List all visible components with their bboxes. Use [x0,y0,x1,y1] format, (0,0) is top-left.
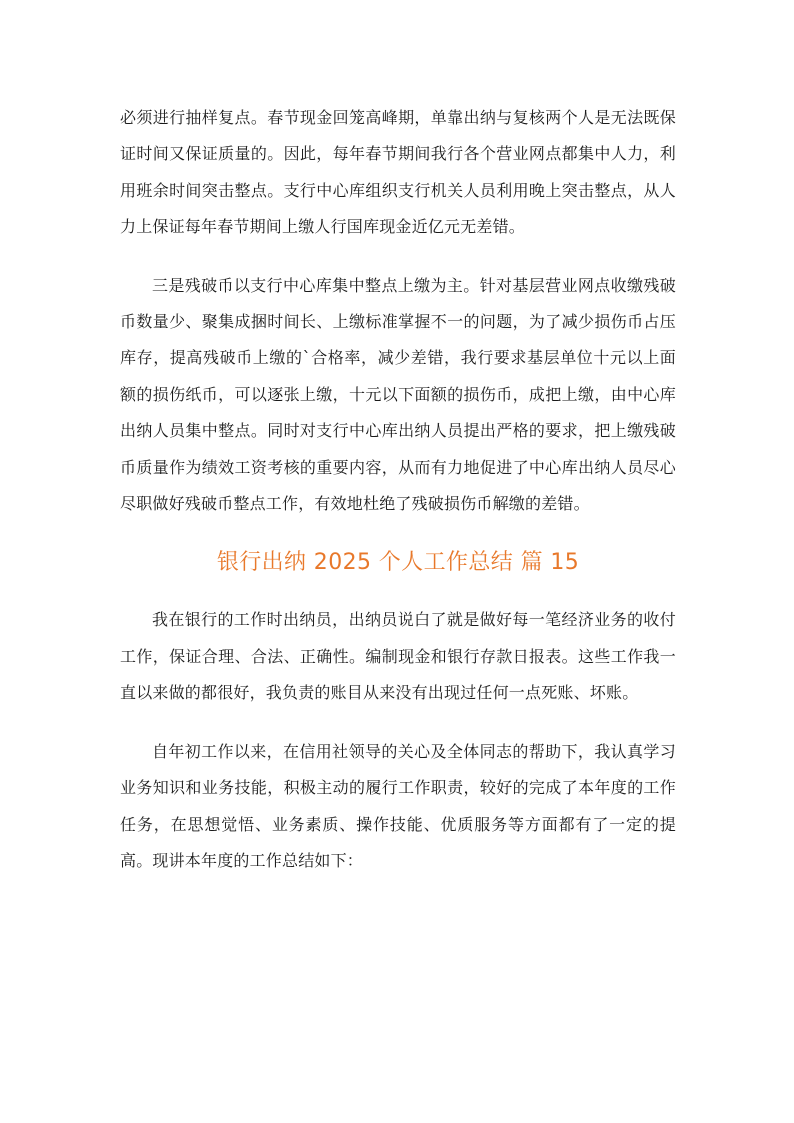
document-body [120,100,676,879]
paragraph-annual-summary: 自年初工作以来，在信用社领导的关心及全体同志的帮助下，我认真学习业务知识和业务技能，积极主动的履行工作职责，较好的完成了本年度的工作任务，在思想觉悟、业务素质、操作技能、优质服务等方面都有了一定的提高。现讲本年度的工作总结如下： [120,741,676,870]
section-heading: 银行出纳 2025 个人工作总结 篇 15 [216,550,580,576]
paragraph-damaged-currency: 三是残破币以支行中心库集中整点上缴为主。针对基层营业网点收缴残破币数量少、聚集成捆时间长、上缴标准掌握不一的问题，为了减少损伤币占压库存，提高残破币上缴的`合格率，减少差错，我行要求基层单位十元以上面额的损伤纸币，可以逐张上缴，十元以下面额的损伤币，成把上缴，由中心库出纳人员集中整点。同时对支行中心库出纳人员提出严格的要求，把上缴残破币质量作为绩效工资考核的重要内容，从而有力地促进了中心库出纳人员尽心尽职做好残破币整点工作，有效地杜绝了残破损伤币解缴的差错。 [120,275,676,514]
paragraph-continued: 必须进行抽样复点。春节现金回笼高峰期，单靠出纳与复核两个人是无法既保证时间又保证质量的。因此，每年春节期间我行各个营业网点都集中人力，利用班余时间突击整点。支行中心库组织支行机关人员利用晚上突击整点，从人力上保证每年春节期间上缴人行国库现金近亿元无差错。 [120,108,676,237]
paragraph-cashier-role: 我在银行的工作时出纳员，出纳员说白了就是做好每一笔经济业务的收付工作，保证合理、合法、正确性。编制现金和银行存款日报表。这些工作我一直以来做的都很好，我负责的账目从来没有出现过任何一点死账、坏账。 [120,610,676,703]
